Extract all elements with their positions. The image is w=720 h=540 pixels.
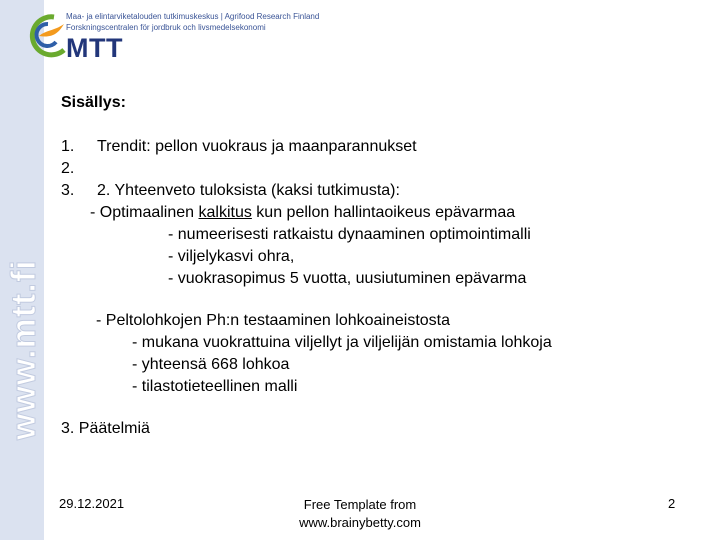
list-item — [61, 138, 417, 156]
page-title: Sisällys: — [61, 94, 126, 111]
sub-item: - yhteensä 668 lohkoa — [132, 356, 290, 373]
institution-line-2: Forskningscentralen för jordbruk och livsmedelsekonomi — [66, 23, 266, 32]
institution-line-1: Maa- ja elintarviketalouden tutkimuskeskus | Agrifood Research Finland — [66, 12, 320, 21]
sidebar-url: www.mtt.fi — [5, 259, 43, 440]
optimization-prefix: - Optimaalinen — [90, 204, 199, 221]
sub-item: - viljelykasvi ohra, — [168, 248, 295, 265]
brand-name: MTT — [66, 33, 123, 63]
list-item — [61, 160, 74, 178]
list-text: 2. Yhteenveto tuloksista (kaksi tutkimusta): — [97, 182, 400, 199]
conclusion-heading: 3. Päätelmiä — [61, 420, 150, 437]
sub-item: - mukana vuokrattuina viljellyt ja viljelijän omistamia lohkoja — [132, 334, 552, 351]
mtt-logo-icon — [26, 12, 68, 60]
ph-heading: - Peltolohkojen Ph:n testaaminen lohkoaineistosta — [96, 312, 450, 329]
list-text: Trendit: pellon vuokraus ja maanparannukset — [97, 138, 417, 155]
footer-template-line1: Free Template from — [303, 497, 417, 512]
optimization-suffix: kun pellon hallintaoikeus epävarmaa — [251, 204, 516, 221]
list-number: 2. — [61, 160, 75, 177]
footer-template-link[interactable]: www.brainybetty.com — [299, 515, 421, 530]
list-number: 3. — [61, 182, 75, 199]
optimization-heading — [90, 204, 515, 222]
sub-item: - numeerisesti ratkaistu dynaaminen optimointimalli — [168, 226, 531, 243]
sub-item: - tilastotieteellinen malli — [132, 378, 298, 395]
list-item — [61, 182, 400, 200]
footer-date: 29.12.2021 — [59, 496, 125, 511]
sub-item: - vuokrasopimus 5 vuotta, uusiutuminen epävarma — [168, 270, 527, 287]
footer-template-credit — [260, 496, 460, 532]
sidebar — [0, 0, 44, 540]
list-number: 1. — [61, 138, 75, 155]
optimization-keyword: kalkitus — [198, 204, 252, 221]
page-number: 2 — [668, 496, 676, 511]
